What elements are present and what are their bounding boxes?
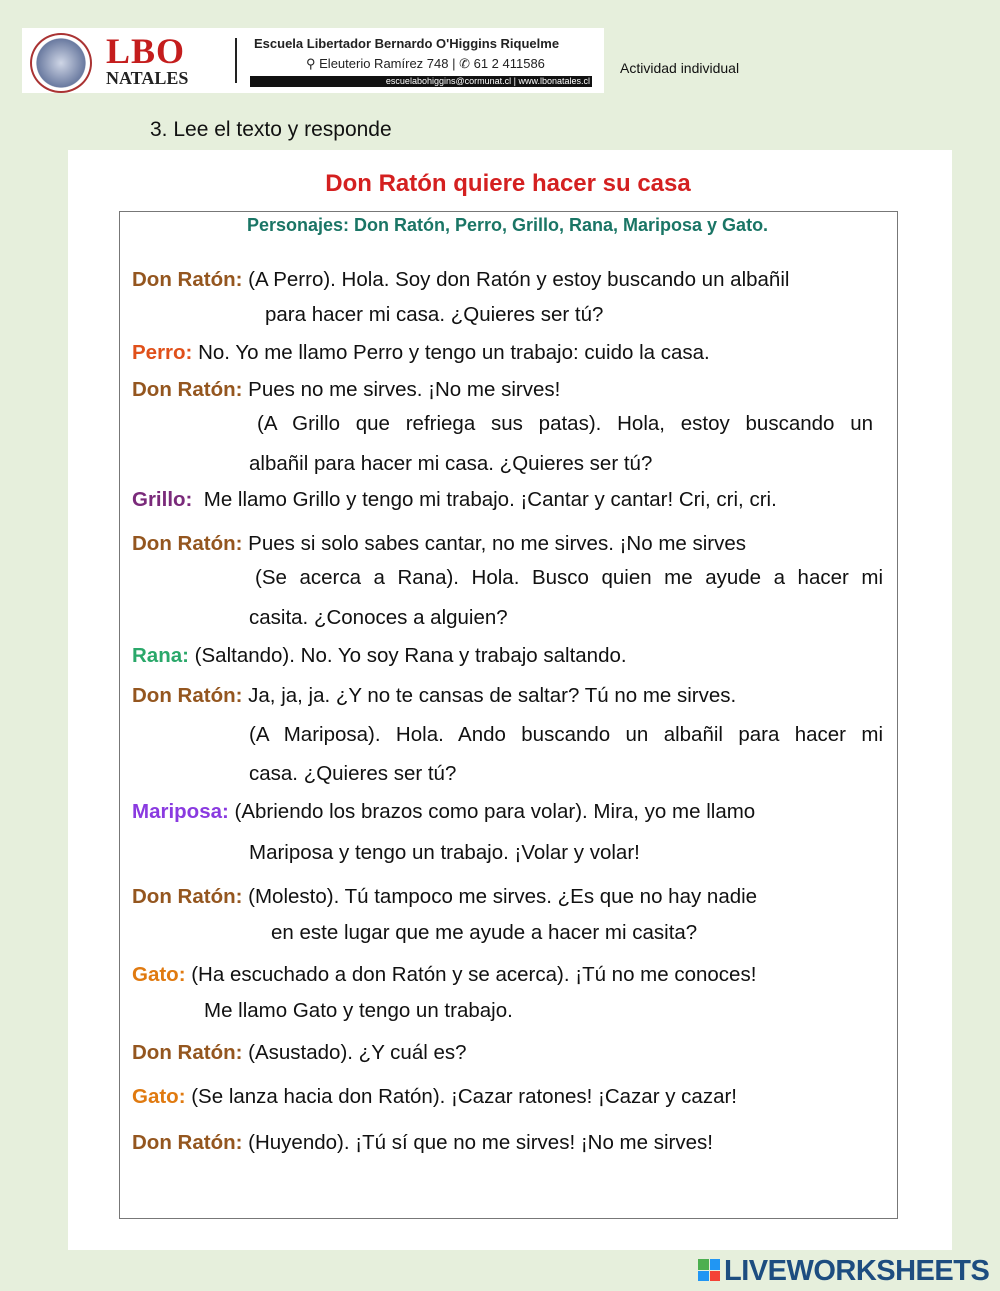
dialogue-text: Mariposa y tengo un trabajo. ¡Volar y volar! xyxy=(249,841,640,864)
speaker-name: Gato: xyxy=(132,963,186,986)
dialogue-text: Me llamo Grillo y tengo mi trabajo. ¡Cantar y cantar! Cri, cri, cri. xyxy=(192,488,777,511)
speaker-name: Don Ratón: xyxy=(132,532,243,555)
dialogue-text: casa. ¿Quieres ser tú? xyxy=(249,762,457,785)
dialogue-line xyxy=(132,268,789,292)
characters-list: Personajes: Don Ratón, Perro, Grillo, Rana, Mariposa y Gato. xyxy=(246,215,769,235)
dialogue-line xyxy=(132,885,757,909)
story-title: Don Ratón quiere hacer su casa xyxy=(325,170,691,197)
school-contact: escuelabohiggins@cormunat.cl | www.lbonatales.cl xyxy=(250,76,592,87)
dialogue-line xyxy=(132,532,746,556)
dialogue-text: Pues si solo sabes cantar, no me sirves. ¡No me sirves xyxy=(242,532,747,555)
dialogue-line xyxy=(249,841,640,865)
lbo-logo: LBO xyxy=(106,31,186,71)
dialogue-line xyxy=(132,800,755,824)
dialogue-line xyxy=(204,999,513,1023)
dialogue-line xyxy=(132,684,736,708)
speaker-name: Don Ratón: xyxy=(132,1041,243,1064)
dialogue-text: Ja, ja, ja. ¿Y no te cansas de saltar? Tú no me sirves. xyxy=(242,684,737,707)
school-header xyxy=(22,28,604,93)
dialogue-text: (Molesto). Tú tampoco me sirves. ¿Es que no hay nadie xyxy=(242,885,758,908)
dialogue-text: (Abriendo los brazos como para volar). Mira, yo me llamo xyxy=(228,800,756,823)
dialogue-line xyxy=(132,963,756,987)
speaker-name: Don Ratón: xyxy=(132,684,243,707)
speaker-name: Rana: xyxy=(132,644,189,667)
dialogue-line xyxy=(132,488,777,512)
dialogue-text: (Asustado). ¿Y cuál es? xyxy=(242,1041,467,1064)
dialogue-line xyxy=(249,606,508,630)
dialogue-text: (Se lanza hacia don Ratón). ¡Cazar ratones! ¡Cazar y cazar! xyxy=(185,1085,737,1108)
dialogue-text: (A Grillo que refriega sus patas). Hola, estoy buscando un xyxy=(257,412,873,435)
speaker-name: Mariposa: xyxy=(132,800,229,823)
dialogue-text: albañil para hacer mi casa. ¿Quieres ser tú? xyxy=(249,452,653,475)
dialogue-text: en este lugar que me ayude a hacer mi casita? xyxy=(271,921,698,944)
dialogue-text: para hacer mi casa. ¿Quieres ser tú? xyxy=(265,303,604,326)
dialogue-text: No. Yo me llamo Perro y tengo un trabajo: cuido la casa. xyxy=(192,341,710,364)
dialogue-text: casita. ¿Conoces a alguien? xyxy=(249,606,508,629)
school-address: ⚲ Eleuterio Ramírez 748 | ✆ 61 2 411586 xyxy=(306,56,545,71)
lbo-logo-sub: NATALES xyxy=(106,68,189,88)
speaker-name: Grillo: xyxy=(132,488,193,511)
dialogue-line xyxy=(255,566,883,590)
dialogue-text: (Ha escuchado a don Ratón y se acerca). ¡Tú no me conoces! xyxy=(185,963,757,986)
dialogue-line xyxy=(132,378,560,402)
dialogue-line xyxy=(249,723,883,747)
dialogue-line xyxy=(271,921,697,945)
divider xyxy=(235,38,237,83)
speaker-name: Don Ratón: xyxy=(132,378,243,401)
dialogue-text: (A Perro). Hola. Soy don Ratón y estoy buscando un albañil xyxy=(242,268,790,291)
dialogue-text: (Huyendo). ¡Tú sí que no me sirves! ¡No me sirves! xyxy=(242,1131,713,1154)
speaker-name: Don Ratón: xyxy=(132,1131,243,1154)
dialogue-line xyxy=(132,1041,467,1065)
dialogue-line xyxy=(132,1085,737,1109)
dialogue-text: (Saltando). No. Yo soy Rana y trabajo saltando. xyxy=(188,644,627,667)
dialogue-text: (A Mariposa). Hola. Ando buscando un albañil para hacer mi xyxy=(249,723,883,746)
dialogue-text: Pues no me sirves. ¡No me sirves! xyxy=(242,378,561,401)
instruction: 3. Lee el texto y responde xyxy=(150,118,392,141)
dialogue-line xyxy=(249,452,652,476)
speaker-name: Perro: xyxy=(132,341,193,364)
dialogue-line xyxy=(132,1131,713,1155)
school-seal-logo xyxy=(30,33,92,93)
dialogue-line xyxy=(132,341,710,365)
location-pin-icon: ⚲ xyxy=(306,56,320,71)
dialogue-line xyxy=(132,644,627,668)
school-name: Escuela Libertador Bernardo O'Higgins Riquelme xyxy=(254,36,560,51)
dialogue-line xyxy=(249,762,456,786)
dialogue-line xyxy=(265,303,603,327)
speaker-name: Don Ratón: xyxy=(132,268,243,291)
speaker-name: Don Ratón: xyxy=(132,885,243,908)
liveworksheets-logo: LIVEWORKSHEETS xyxy=(724,1255,990,1287)
dialogue-line xyxy=(257,412,873,436)
activity-type: Actividad individual xyxy=(620,60,740,76)
liveworksheets-icon xyxy=(698,1259,720,1281)
dialogue-text: Me llamo Gato y tengo un trabajo. xyxy=(204,999,513,1022)
speaker-name: Gato: xyxy=(132,1085,186,1108)
dialogue-text: (Se acerca a Rana). Hola. Busco quien me ayude a hacer mi xyxy=(255,566,883,589)
